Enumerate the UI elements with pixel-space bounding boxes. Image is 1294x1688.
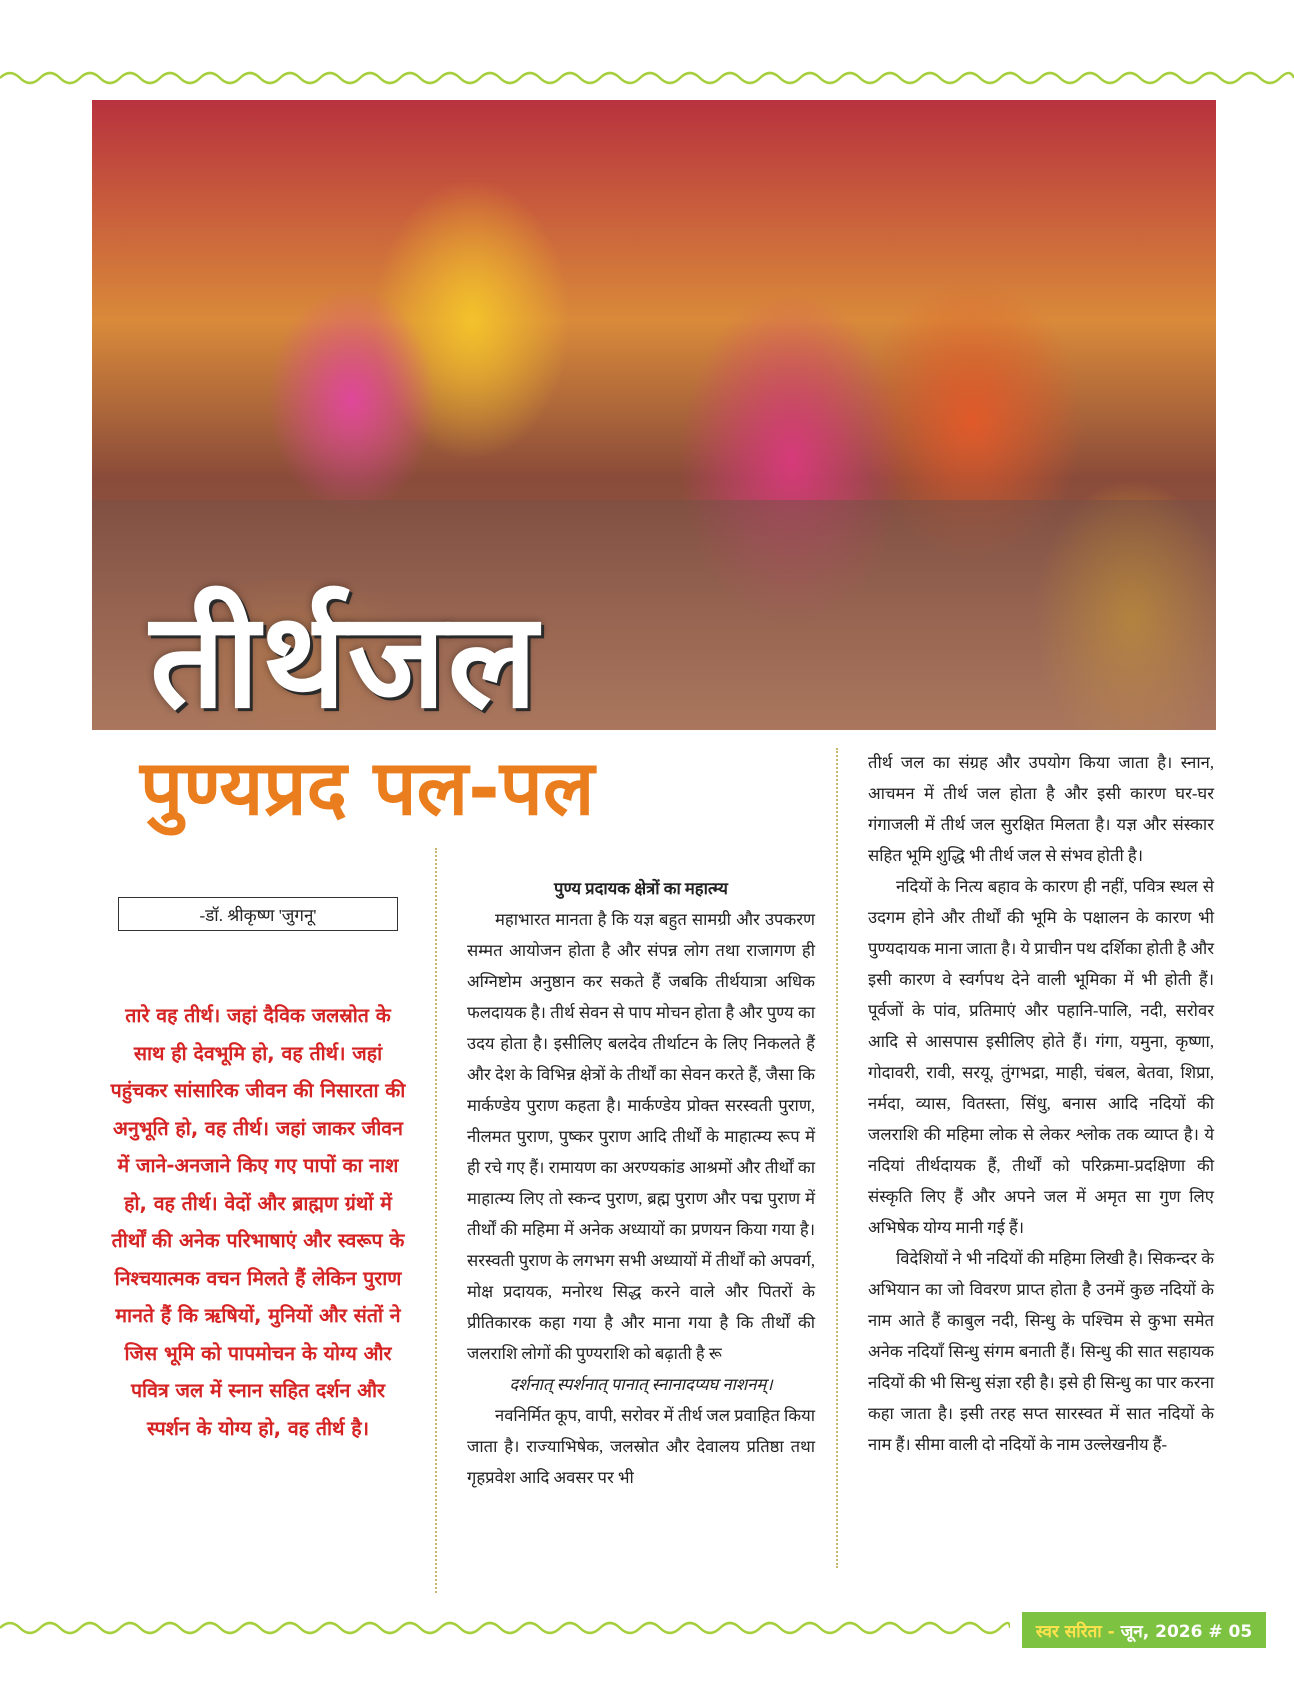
- hero-title: तीर्थजल: [150, 584, 540, 730]
- hero-photo: [92, 100, 1216, 730]
- paragraph: नवनिर्मित कूप, वापी, सरोवर में तीर्थ जल प्रवाहित किया जाता है। राज्याभिषेक, जलस्रोत और देवालय प्रतिष्ठा तथा गृहप्रवेश आदि अवसर पर भी: [467, 1406, 815, 1487]
- paragraph: विदेशियों ने भी नदियों की महिमा लिखी है। सिकन्दर के अभियान का जो विवरण प्राप्त होता है उनमें कुछ नदियों के नाम आते हैं काबुल नदी, सिन्धु के पश्चिम से कुभा समेत अनेक नदियाँ सिन्धु संगम बनाती हैं। सिन्धु की सात सहायक नदियों की भी सिन्धु संज्ञा रही है। इसे ही सिन्धु का पार करना कहा जाता है। इसी तरह सप्त सारस्वत में सात नदियों के नाम हैं। सीमा वाली दो नदियों के नाम उल्लेखनीय हैं-: [868, 1249, 1214, 1454]
- right-column: [868, 747, 1214, 1460]
- section-heading: पुण्य प्रदायक क्षेत्रों का महात्म्य: [554, 879, 728, 898]
- bottom-wave-border: [0, 1618, 1010, 1638]
- magazine-name: स्वर सरिता -: [1035, 1621, 1115, 1642]
- pull-quote: तारे वह तीर्थ। जहां दैविक जलस्रोत के साथ ही देवभूमि हो, वह तीर्थ। जहां पहुंचकर सांसारिक जीवन की निसारता की अनुभूति हो, वह तीर्थ। जहां जाकर जीवन में जाने-अनजाने किए गए पापों का नाश हो, वह तीर्थ। वेदों और ब्राह्मण ग्रंथों में तीर्थों की अनेक परिभाषाएं और स्वरूप के निश्चयात्मक वचन मिलते हैं लेकिन पुराण मानते हैं कि ऋषियों, मुनियों और संतों ने जिस भूमि को पापमोचन के योग्य और पवित्र जल में स्नान सहित दर्शन और स्पर्शन के योग्य हो, वह तीर्थ है।: [110, 1004, 406, 1440]
- paragraph: नदियों के नित्य बहाव के कारण ही नहीं, पवित्र स्थल से उदगम होने और तीर्थों की भूमि के पक्षालन के कारण भी पुण्यदायक माना जाता है। ये प्राचीन पथ दर्शिका होती है और इसी कारण वे स्वर्गपथ देने वाली भूमिका में भी होती हैं। पूर्वजों के पांव, प्रतिमाएं और पहानि-पालि, नदी, सरोवर आदि से आसपास इसीलिए होते हैं। गंगा, यमुना, कृष्णा, गोदावरी, रावी, सरयू, तुंगभद्रा, माही, चंबल, बेतवा, शिप्रा, नर्मदा, व्यास, वितस्ता, सिंधु, बनास आदि नदियों की जलराशि की महिमा लोक से लेकर श्लोक तक व्याप्त है। ये नदियां तीर्थदायक हैं, तीर्थों को परिक्रमा-प्रदक्षिणा की संस्कृति लिए हैं और अपने जल में अमृत सा गुण लिए अभिषेक योग्य मानी गई हैं।: [868, 877, 1214, 1237]
- issue-page: जून, 2026 # 05: [1120, 1621, 1253, 1642]
- top-wave-border: [0, 68, 1294, 88]
- paragraph: महाभारत मानता है कि यज्ञ बहुत सामग्री और उपकरण सम्मत आयोजन होता है और संपन्न लोग तथा राजागण ही अग्निष्टोम अनुष्ठान कर सकते हैं जबकि तीर्थयात्रा अधिक फलदायक है। तीर्थ सेवन से पाप मोचन होता है और पुण्य का उदय होता है। इसीलिए बलदेव तीर्थाटन के लिए निकलते हैं और देश के विभिन्न क्षेत्रों के तीर्थों का सेवन करते हैं, जैसा कि मार्कण्डेय पुराण कहता है। मार्कण्डेय प्रोक्त सरस्वती पुराण, नीलमत पुराण, पुष्कर पुराण आदि तीर्थों के माहात्म्य रूप में ही रचे गए हैं। रामायण का अरण्यकांड आश्रमों और तीर्थों का माहात्म्य लिए तो स्कन्द पुराण, ब्रह्म पुराण और पद्म पुराण में तीर्थों की महिमा में अनेक अध्यायों का प्रणयन किया गया है। सरस्वती पुराण के लगभग सभी अध्यायों में तीर्थों को अपवर्ग, मोक्ष प्रदायक, मनोरथ सिद्ध करने वाले और पितरों के प्रीतिकारक कहा गया है और माना गया है कि तीर्थों की जलराशि लोगों की पुण्यराशि को बढ़ाती है रू: [467, 910, 815, 1363]
- middle-column: [467, 873, 815, 1493]
- author-byline: -डॉ. श्रीकृष्ण 'जुगनू': [118, 897, 398, 931]
- page-footer: [1022, 1612, 1266, 1648]
- shloka: दर्शनात् स्पर्शनात् पानात् स्नानादप्यघ नाशनम्।: [509, 1375, 773, 1394]
- article-subtitle: पुण्यप्रद पल-पल: [140, 743, 595, 832]
- paragraph: तीर्थ जल का संग्रह और उपयोग किया जाता है। स्नान, आचमन में तीर्थ जल होता है और इसी कारण घर-घर गंगाजली में तीर्थ जल सुरक्षित मिलता है। यज्ञ और संस्कार सहित भूमि शुद्धि भी तीर्थ जल से संभव होती है।: [868, 753, 1214, 865]
- column-divider: [836, 748, 838, 1568]
- column-divider: [435, 848, 437, 1593]
